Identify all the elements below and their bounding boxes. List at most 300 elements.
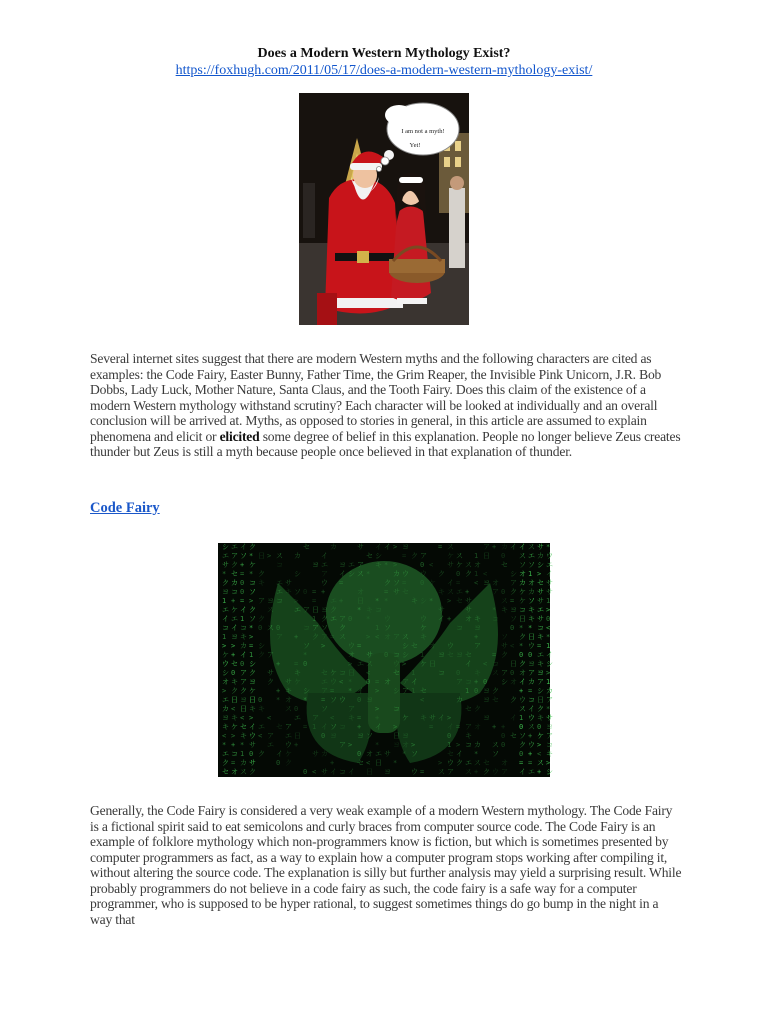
svg-text:コ: コ xyxy=(465,741,472,749)
svg-text:コ: コ xyxy=(456,624,463,632)
svg-text:ウ: ウ xyxy=(222,660,229,668)
svg-text:+: + xyxy=(474,768,479,776)
svg-text:イ: イ xyxy=(330,768,337,776)
svg-text:ケ: ケ xyxy=(519,597,526,605)
svg-text:ス: ス xyxy=(357,570,364,578)
svg-text:シ: シ xyxy=(348,570,355,578)
svg-text:カ: カ xyxy=(393,570,400,578)
svg-text:オ: オ xyxy=(348,651,355,659)
svg-text:>: > xyxy=(249,597,254,605)
svg-text:1: 1 xyxy=(420,651,425,659)
svg-text:ア: ア xyxy=(402,687,409,695)
svg-text:キ: キ xyxy=(537,633,544,641)
svg-text:ヨ: ヨ xyxy=(240,696,247,704)
svg-text:ケ: ケ xyxy=(294,678,301,686)
svg-text:1: 1 xyxy=(312,615,317,623)
svg-text:+: + xyxy=(492,543,497,551)
svg-text:ク: ク xyxy=(312,633,319,641)
svg-text:オ: オ xyxy=(231,768,238,776)
svg-text:カ: カ xyxy=(546,687,553,695)
svg-text:ク: ク xyxy=(249,543,256,551)
svg-text:セ: セ xyxy=(447,750,454,758)
svg-text:0: 0 xyxy=(537,723,542,731)
svg-text:コ: コ xyxy=(276,597,283,605)
svg-text:カ: カ xyxy=(321,750,328,758)
svg-text:日: 日 xyxy=(312,606,319,614)
svg-text:ア: ア xyxy=(465,723,472,731)
svg-text:キ: キ xyxy=(420,714,427,722)
svg-text:+: + xyxy=(330,759,335,767)
svg-text:日: 日 xyxy=(483,552,490,560)
svg-text:セ: セ xyxy=(366,552,373,560)
svg-text:>: > xyxy=(231,642,236,650)
svg-text:ス: ス xyxy=(528,723,535,731)
svg-text:*: * xyxy=(366,570,371,578)
svg-text:キ: キ xyxy=(438,588,445,596)
svg-text:*: * xyxy=(249,570,254,578)
svg-text:コ: コ xyxy=(303,624,310,632)
svg-text:*: * xyxy=(393,759,398,767)
svg-text:ウ: ウ xyxy=(420,615,427,623)
svg-text:エ: エ xyxy=(276,588,283,596)
svg-text:キ: キ xyxy=(366,606,373,614)
svg-text:ヨ: ヨ xyxy=(483,714,490,722)
svg-text:コ: コ xyxy=(249,579,256,587)
svg-text:サ: サ xyxy=(501,642,508,650)
intro-text-part2: some degree of belief in this explanation. People no longer believe Zeus creates thunder but Zeus is still a myth because people once believed in that explanation of thunder. xyxy=(90,428,681,459)
svg-text:シ: シ xyxy=(393,687,400,695)
svg-text:>: > xyxy=(267,552,272,560)
svg-text:ケ: ケ xyxy=(447,552,454,560)
svg-text:=: = xyxy=(510,597,515,605)
svg-text:日: 日 xyxy=(258,552,265,560)
svg-text:*: * xyxy=(375,741,380,749)
svg-text:エ: エ xyxy=(456,588,463,596)
svg-text:>: > xyxy=(249,633,254,641)
svg-text:サ: サ xyxy=(357,543,364,551)
svg-text:サ: サ xyxy=(537,615,544,623)
svg-text:ソ: ソ xyxy=(330,723,337,731)
svg-text:オ: オ xyxy=(357,588,364,596)
svg-text:ク: ク xyxy=(519,660,526,668)
svg-text:+: + xyxy=(240,561,245,569)
svg-text:オ: オ xyxy=(519,570,526,578)
svg-text:イ: イ xyxy=(231,624,238,632)
svg-text:ア: ア xyxy=(312,714,319,722)
svg-text:0: 0 xyxy=(546,615,551,623)
svg-text:>: > xyxy=(249,714,254,722)
svg-text:>: > xyxy=(231,732,236,740)
svg-text:ソ: ソ xyxy=(528,561,535,569)
svg-text:0: 0 xyxy=(501,741,506,749)
svg-text:<: < xyxy=(240,714,245,722)
svg-text:日: 日 xyxy=(528,633,535,641)
svg-text:セ: セ xyxy=(447,651,454,659)
svg-text:キ: キ xyxy=(240,732,247,740)
svg-text:ウ: ウ xyxy=(330,678,337,686)
svg-text:日: 日 xyxy=(537,696,544,704)
svg-text:サ: サ xyxy=(465,597,472,605)
svg-text:セ: セ xyxy=(303,543,310,551)
svg-text:+: + xyxy=(276,687,281,695)
svg-text:*: * xyxy=(528,624,533,632)
svg-text:ウ: ウ xyxy=(519,696,526,704)
svg-text:コ: コ xyxy=(438,669,445,677)
svg-text:=: = xyxy=(240,597,245,605)
svg-text:<: < xyxy=(231,705,236,713)
svg-text:ス: ス xyxy=(447,588,454,596)
svg-text:ソ: ソ xyxy=(384,624,391,632)
svg-text:サ: サ xyxy=(249,759,256,767)
svg-text:ア: ア xyxy=(546,732,553,740)
svg-text:ヨ: ヨ xyxy=(222,588,229,596)
svg-text:ク: ク xyxy=(492,687,499,695)
svg-text:キ: キ xyxy=(546,750,553,758)
svg-text:オ: オ xyxy=(429,642,436,650)
svg-text:>: > xyxy=(546,759,551,767)
svg-text:+: + xyxy=(519,687,524,695)
svg-text:=: = xyxy=(312,597,317,605)
svg-text:=: = xyxy=(240,570,245,578)
svg-text:<: < xyxy=(537,750,542,758)
svg-text:ソ: ソ xyxy=(321,624,328,632)
svg-text:ク: ク xyxy=(501,651,508,659)
svg-text:ケ: ケ xyxy=(420,624,427,632)
svg-text:キ: キ xyxy=(528,606,535,614)
svg-text:ケ: ケ xyxy=(456,561,463,569)
svg-text:0: 0 xyxy=(501,552,506,560)
svg-text:エ: エ xyxy=(375,750,382,758)
svg-text:コ: コ xyxy=(492,660,499,668)
svg-text:=: = xyxy=(321,696,326,704)
svg-text:シ: シ xyxy=(546,768,553,776)
svg-text:ス: ス xyxy=(366,660,373,668)
svg-text:<: < xyxy=(366,759,371,767)
svg-text:ソ: ソ xyxy=(492,750,499,758)
svg-text:ア: ア xyxy=(456,678,463,686)
svg-text:+: + xyxy=(339,597,344,605)
svg-text:0: 0 xyxy=(249,750,254,758)
svg-text:+: + xyxy=(294,633,299,641)
svg-text:=: = xyxy=(528,759,533,767)
svg-text:イ: イ xyxy=(357,687,364,695)
svg-text:+: + xyxy=(375,714,380,722)
svg-text:*: * xyxy=(519,624,524,632)
svg-text:日: 日 xyxy=(366,768,373,776)
svg-text:ヨ: ヨ xyxy=(222,714,229,722)
svg-text:ヨ: ヨ xyxy=(312,561,319,569)
svg-text:ウ: ウ xyxy=(447,642,454,650)
svg-text:1: 1 xyxy=(546,597,551,605)
svg-text:イ: イ xyxy=(519,678,526,686)
svg-text:0: 0 xyxy=(447,732,452,740)
svg-text:=: = xyxy=(303,723,308,731)
svg-text:サ: サ xyxy=(321,768,328,776)
svg-text:ア: ア xyxy=(276,633,283,641)
svg-text:0: 0 xyxy=(357,696,362,704)
svg-text:エ: エ xyxy=(465,759,472,767)
svg-text:ス: ス xyxy=(501,597,508,605)
svg-text:ア: ア xyxy=(240,678,247,686)
svg-text:0: 0 xyxy=(456,570,461,578)
svg-text:0: 0 xyxy=(501,588,506,596)
svg-text:イ: イ xyxy=(375,723,382,731)
svg-text:セ: セ xyxy=(510,732,517,740)
svg-text:キ: キ xyxy=(231,714,238,722)
svg-text:0: 0 xyxy=(501,732,506,740)
svg-text:0: 0 xyxy=(456,669,461,677)
svg-text:0: 0 xyxy=(258,696,263,704)
svg-text:>: > xyxy=(348,741,353,749)
svg-text:シ: シ xyxy=(501,678,508,686)
svg-text:1: 1 xyxy=(528,570,533,578)
svg-text:日: 日 xyxy=(519,615,526,623)
svg-text:エ: エ xyxy=(222,750,229,758)
svg-text:オ: オ xyxy=(465,615,472,623)
svg-text:サ: サ xyxy=(384,750,391,758)
svg-text:*: * xyxy=(384,561,389,569)
svg-text:*: * xyxy=(402,750,407,758)
svg-text:ヨ: ヨ xyxy=(402,732,409,740)
svg-text:オ: オ xyxy=(528,579,535,587)
svg-text:ス: ス xyxy=(285,705,292,713)
svg-text:ア: ア xyxy=(321,633,328,641)
svg-text:>: > xyxy=(321,642,326,650)
svg-text:1: 1 xyxy=(249,651,254,659)
svg-text:<: < xyxy=(429,561,434,569)
svg-text:<: < xyxy=(474,579,479,587)
svg-text:1: 1 xyxy=(519,714,524,722)
svg-text:ウ: ウ xyxy=(528,741,535,749)
svg-text:エ: エ xyxy=(321,678,328,686)
svg-text:ア: ア xyxy=(321,687,328,695)
svg-text:ケ: ケ xyxy=(420,660,427,668)
svg-text:ク: ク xyxy=(519,741,526,749)
svg-text:1: 1 xyxy=(312,723,317,731)
svg-text:ウ: ウ xyxy=(249,732,256,740)
svg-text:>: > xyxy=(537,741,542,749)
svg-text:*: * xyxy=(249,552,254,560)
svg-text:<: < xyxy=(312,768,317,776)
svg-text:=: = xyxy=(330,687,335,695)
svg-text:ソ: ソ xyxy=(294,588,301,596)
svg-text:*: * xyxy=(249,624,254,632)
svg-text:エ: エ xyxy=(231,615,238,623)
svg-text:=: = xyxy=(492,651,497,659)
svg-text:=: = xyxy=(519,759,524,767)
svg-text:サ: サ xyxy=(465,606,472,614)
svg-text:ウ: ウ xyxy=(285,741,292,749)
svg-text:+: + xyxy=(321,588,326,596)
svg-text:ウ: ウ xyxy=(528,642,535,650)
svg-text:サ: サ xyxy=(546,714,553,722)
svg-text:+: + xyxy=(231,597,236,605)
svg-text:イ: イ xyxy=(510,714,517,722)
source-link[interactable]: https://foxhugh.com/2011/05/17/does-a-modern-western-mythology-exist/ xyxy=(175,63,593,78)
svg-text:0: 0 xyxy=(276,624,281,632)
svg-text:ア: ア xyxy=(267,732,274,740)
svg-text:ケ: ケ xyxy=(330,669,337,677)
svg-text:ス: ス xyxy=(492,741,499,749)
svg-text:0: 0 xyxy=(528,651,533,659)
section-heading-code-fairy[interactable]: Code Fairy xyxy=(90,500,160,516)
svg-text:イ: イ xyxy=(384,543,391,551)
page-title: Does a Modern Western Mythology Exist? xyxy=(257,46,511,61)
svg-text:<: < xyxy=(267,714,272,722)
svg-text:カ: カ xyxy=(519,579,526,587)
svg-text:ク: ク xyxy=(249,768,256,776)
svg-text:ヨ: ヨ xyxy=(474,624,481,632)
svg-text:イ: イ xyxy=(519,768,526,776)
svg-text:オ: オ xyxy=(222,678,229,686)
svg-text:キ: キ xyxy=(528,615,535,623)
svg-text:イ: イ xyxy=(510,543,517,551)
svg-text:ア: ア xyxy=(474,642,481,650)
svg-text:*: * xyxy=(546,543,551,551)
svg-text:<: < xyxy=(258,732,263,740)
svg-text:エ: エ xyxy=(276,579,283,587)
svg-text:1: 1 xyxy=(465,687,470,695)
svg-text:イ: イ xyxy=(447,579,454,587)
svg-text:セ: セ xyxy=(411,642,418,650)
svg-text:1: 1 xyxy=(222,597,227,605)
svg-text:エ: エ xyxy=(537,606,544,614)
svg-text:ソ: ソ xyxy=(321,705,328,713)
svg-text:オ: オ xyxy=(519,669,526,677)
svg-text:イ: イ xyxy=(222,615,229,623)
svg-text:0: 0 xyxy=(294,705,299,713)
bubble-text-line2: Yet! xyxy=(409,142,421,149)
svg-text:ア: ア xyxy=(483,543,490,551)
svg-text:ス: ス xyxy=(267,606,274,614)
svg-text:ソ: ソ xyxy=(519,732,526,740)
svg-text:*: * xyxy=(303,651,308,659)
svg-text:ソ: ソ xyxy=(393,579,400,587)
svg-text:コ: コ xyxy=(231,750,238,758)
svg-text:サ: サ xyxy=(249,741,256,749)
svg-text:イ: イ xyxy=(321,723,328,731)
svg-text:0: 0 xyxy=(303,588,308,596)
svg-text:イ: イ xyxy=(249,723,256,731)
svg-text:オ: オ xyxy=(366,750,373,758)
svg-text:>: > xyxy=(456,741,461,749)
svg-text:ヨ: ヨ xyxy=(510,606,517,614)
svg-text:キ: キ xyxy=(465,732,472,740)
svg-text:*: * xyxy=(348,678,353,686)
svg-text:ア: ア xyxy=(231,552,238,560)
svg-text:ス: ス xyxy=(240,768,247,776)
svg-text:ク: ク xyxy=(258,570,265,578)
bubble-text-line1: I am not a myth! xyxy=(401,128,445,135)
svg-text:サ: サ xyxy=(537,543,544,551)
svg-text:ス: ス xyxy=(492,669,499,677)
svg-text:コ: コ xyxy=(537,624,544,632)
svg-text:ク: ク xyxy=(258,615,265,623)
svg-text:サ: サ xyxy=(537,597,544,605)
svg-text:オ: オ xyxy=(474,561,481,569)
svg-text:ク: ク xyxy=(438,570,445,578)
svg-text:イ: イ xyxy=(240,606,247,614)
svg-text:ア: ア xyxy=(528,669,535,677)
svg-text:コ: コ xyxy=(546,741,553,749)
svg-text:セ: セ xyxy=(537,579,544,587)
svg-text:ア: ア xyxy=(339,615,346,623)
svg-text:<: < xyxy=(420,696,425,704)
svg-text:*: * xyxy=(474,750,479,758)
svg-text:0: 0 xyxy=(483,678,488,686)
svg-text:ス: ス xyxy=(456,552,463,560)
svg-text:>: > xyxy=(546,606,551,614)
svg-text:サ: サ xyxy=(312,750,319,758)
svg-text:+: + xyxy=(492,723,497,731)
svg-text:ケ: ケ xyxy=(231,606,238,614)
svg-text:ク: ク xyxy=(267,678,274,686)
svg-text:キ: キ xyxy=(420,633,427,641)
svg-text:シ: シ xyxy=(222,669,229,677)
svg-text:シ: シ xyxy=(303,687,310,695)
svg-text:>: > xyxy=(393,543,398,551)
svg-text:コ: コ xyxy=(231,588,238,596)
svg-text:セ: セ xyxy=(222,768,229,776)
svg-text:=: = xyxy=(375,678,380,686)
svg-text:セ: セ xyxy=(231,660,238,668)
svg-text:>: > xyxy=(393,723,398,731)
svg-text:サ: サ xyxy=(366,651,373,659)
svg-text:ア: ア xyxy=(402,678,409,686)
svg-text:セ: セ xyxy=(456,597,463,605)
svg-text:ア: ア xyxy=(348,705,355,713)
svg-text:キ: キ xyxy=(231,678,238,686)
svg-text:日: 日 xyxy=(375,759,382,767)
svg-text:エ: エ xyxy=(537,651,544,659)
svg-text:カ: カ xyxy=(528,588,535,596)
svg-text:1: 1 xyxy=(375,624,380,632)
svg-text:シ: シ xyxy=(222,543,229,551)
svg-text:ク: ク xyxy=(249,606,256,614)
svg-text:0: 0 xyxy=(240,579,245,587)
svg-text:>: > xyxy=(411,741,416,749)
svg-text:シ: シ xyxy=(537,561,544,569)
svg-text:ヨ: ヨ xyxy=(483,687,490,695)
svg-text:ウ: ウ xyxy=(420,570,427,578)
svg-text:0: 0 xyxy=(519,750,524,758)
svg-text:日: 日 xyxy=(429,660,436,668)
svg-text:+: + xyxy=(231,651,236,659)
svg-text:=: = xyxy=(330,633,335,641)
svg-text:>: > xyxy=(537,570,542,578)
svg-text:<: < xyxy=(546,624,551,632)
svg-text:シ: シ xyxy=(258,642,265,650)
svg-text:イ: イ xyxy=(375,543,382,551)
svg-text:日: 日 xyxy=(249,696,256,704)
svg-text:セ: セ xyxy=(393,669,400,677)
svg-text:ウ: ウ xyxy=(402,570,409,578)
svg-text:ヨ: ヨ xyxy=(528,660,535,668)
svg-text:0: 0 xyxy=(276,759,281,767)
svg-text:エ: エ xyxy=(231,543,238,551)
svg-text:ク: ク xyxy=(321,615,328,623)
svg-text:ウ: ウ xyxy=(393,660,400,668)
svg-text:ウ: ウ xyxy=(384,615,391,623)
svg-text:>: > xyxy=(375,705,380,713)
svg-text:エ: エ xyxy=(330,615,337,623)
svg-text:ウ: ウ xyxy=(546,552,553,560)
svg-text:オ: オ xyxy=(510,678,517,686)
svg-text:ス: ス xyxy=(519,705,526,713)
svg-text:エ: エ xyxy=(348,561,355,569)
svg-text:<: < xyxy=(222,732,227,740)
svg-text:ケ: ケ xyxy=(402,714,409,722)
